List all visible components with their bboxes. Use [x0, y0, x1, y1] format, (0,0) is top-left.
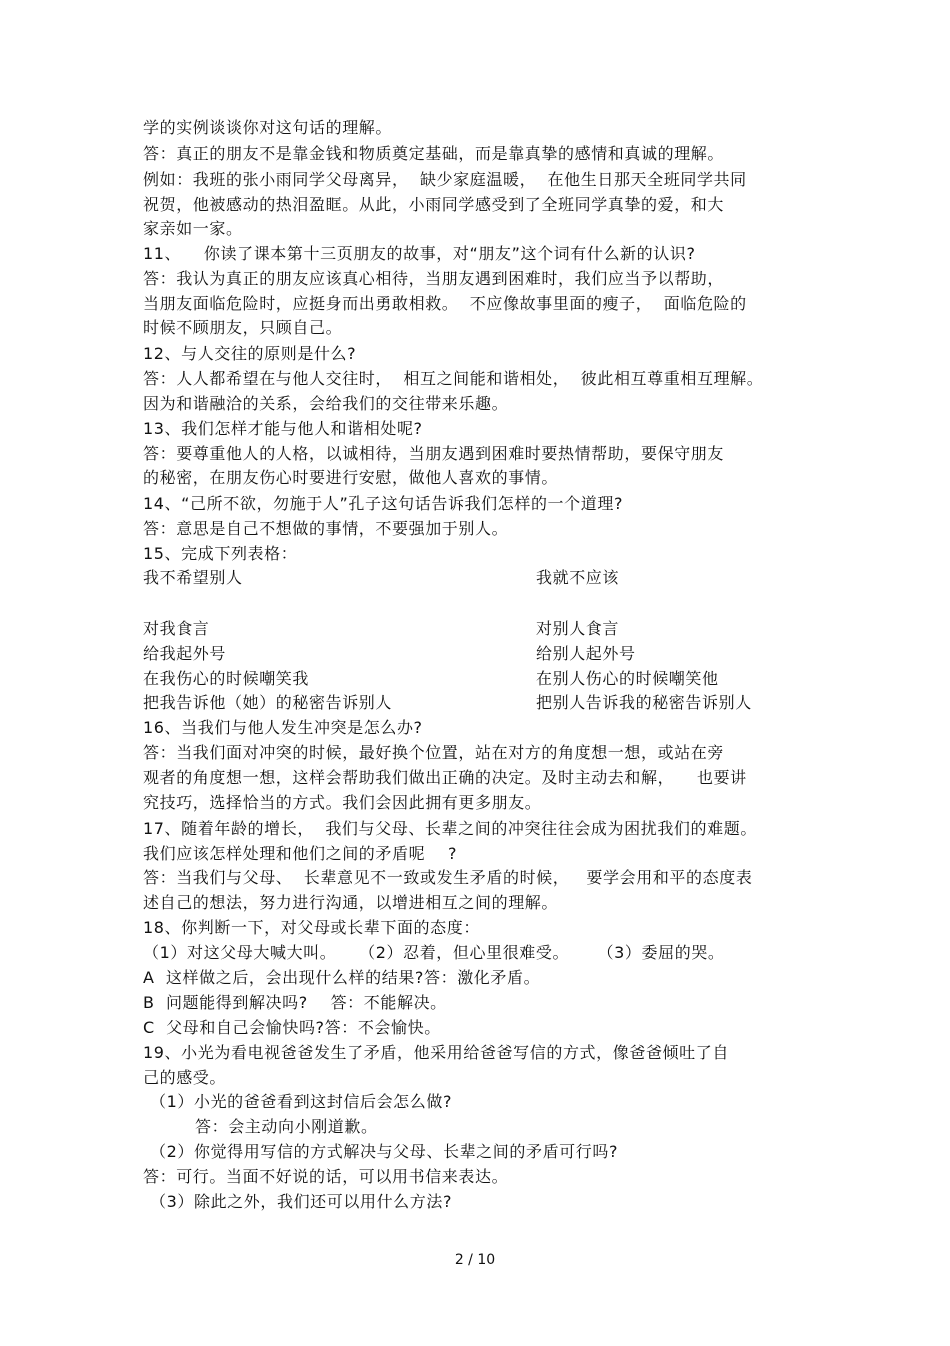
text-line: 答：可行。当面不好说的话，可以用书信来表达。	[143, 1167, 509, 1186]
text-line: 答：人人都希望在与他人交往时， 相互之间能和谐相处， 彼此相互尊重相互理解。	[143, 369, 764, 388]
text-line: （3）除此之外，我们还可以用什么方法?	[150, 1192, 453, 1211]
text-line: （2）你觉得用写信的方式解决与父母、长辈之间的矛盾可行吗?	[150, 1142, 619, 1161]
table-cell: 在我伤心的时候嘲笑我	[143, 669, 310, 688]
table-cell: 给别人起外号	[536, 644, 636, 663]
text-line: 例如：我班的张小雨同学父母离异， 缺少家庭温暖， 在他生日那天全班同学共同	[143, 170, 747, 189]
question-19: 19、小光为看电视爸爸发生了矛盾，他采用给爸爸写信的方式，像爸爸倾吐了自	[143, 1043, 729, 1062]
text-line: C 父母和自己会愉快吗?答：不会愉快。	[143, 1018, 441, 1037]
question-12: 12、与人交往的原则是什么?	[143, 344, 357, 363]
text-line: 答：当我们面对冲突的时候，最好换个位置，站在对方的角度想一想，或站在旁	[143, 743, 725, 762]
text-line: 观者的角度想一想，这样会帮助我们做出正确的决定。及时主动去和解， 也要讲	[143, 768, 747, 787]
text-line: 答：意思是自己不想做的事情，不要强加于别人。	[143, 519, 509, 538]
text-line: 己的感受。	[143, 1068, 227, 1087]
question-14: 14、“己所不欲，勿施于人”孔子这句话告诉我们怎样的一个道理?	[143, 494, 624, 513]
text-line: 学的实例谈谈你对这句话的理解。	[143, 118, 393, 137]
text-line: 的秘密，在朋友伤心时要进行安慰，做他人喜欢的事情。	[143, 468, 559, 487]
text-line: 当朋友面临危险时，应挺身而出勇敢相救。 不应像故事里面的瘦子， 面临危险的	[143, 294, 747, 313]
text-line: 答：当我们与父母、 长辈意见不一致或发生矛盾的时候， 要学会用和平的态度表	[143, 868, 753, 887]
question-13: 13、我们怎样才能与他人和谐相处呢?	[143, 419, 423, 438]
text-line: B 问题能得到解决吗? 答：不能解决。	[143, 993, 447, 1012]
text-line: 答：我认为真正的朋友应该真心相待，当朋友遇到困难时，我们应当予以帮助，	[143, 269, 725, 288]
question-18: 18、你判断一下，对父母或长辈下面的态度：	[143, 918, 480, 937]
page-number: 2 / 10	[454, 1252, 496, 1268]
table-cell: 把我告诉他（她）的秘密告诉别人	[143, 693, 393, 712]
text-line: 时候不顾朋友，只顾自己。	[143, 318, 343, 337]
text-line: 答：会主动向小刚道歉。	[195, 1117, 378, 1136]
text-line: 述自己的想法，努力进行沟通，以增进相互之间的理解。	[143, 893, 559, 912]
table-cell: 对别人食言	[536, 619, 620, 638]
question-16: 16、当我们与他人发生冲突是怎么办?	[143, 718, 423, 737]
text-line: 究技巧，选择恰当的方式。我们会因此拥有更多朋友。	[143, 793, 542, 812]
table-header-left: 我不希望别人	[143, 568, 243, 587]
text-line: 答：要尊重他人的人格，以诚相待，当朋友遇到困难时要热情帮助，要保守朋友	[143, 444, 725, 463]
question-11: 11、 你读了课本第十三页朋友的故事，对“朋友”这个词有什么新的认识?	[143, 244, 696, 263]
text-line: （1）小光的爸爸看到这封信后会怎么做?	[150, 1092, 453, 1111]
table-cell: 在别人伤心的时候嘲笑他	[536, 669, 719, 688]
table-header-right: 我就不应该	[536, 568, 620, 587]
text-line: A 这样做之后，会出现什么样的结果?答：激化矛盾。	[143, 968, 541, 987]
text-line: （1）对这父母大喊大叫。 （2）忍着，但心里很难受。 （3）委屈的哭。	[143, 943, 725, 962]
text-line: 我们应该怎样处理和他们之间的矛盾呢 ?	[143, 844, 458, 863]
text-line: 答：真正的朋友不是靠金钱和物质奠定基础，而是靠真挚的感情和真诚的理解。	[143, 144, 725, 163]
text-line: 祝贺，他被感动的热泪盈眶。从此，小雨同学感受到了全班同学真挚的爱，和大	[143, 195, 725, 214]
question-17: 17、随着年龄的增长， 我们与父母、长辈之间的冲突往往会成为困扰我们的难题。	[143, 819, 757, 838]
text-line: 家亲如一家。	[143, 219, 243, 238]
table-cell: 给我起外号	[143, 644, 227, 663]
text-line: 因为和谐融洽的关系，会给我们的交往带来乐趣。	[143, 394, 509, 413]
table-cell: 对我食言	[143, 619, 210, 638]
question-15: 15、完成下列表格：	[143, 544, 298, 563]
table-cell: 把别人告诉我的秘密告诉别人	[536, 693, 752, 712]
